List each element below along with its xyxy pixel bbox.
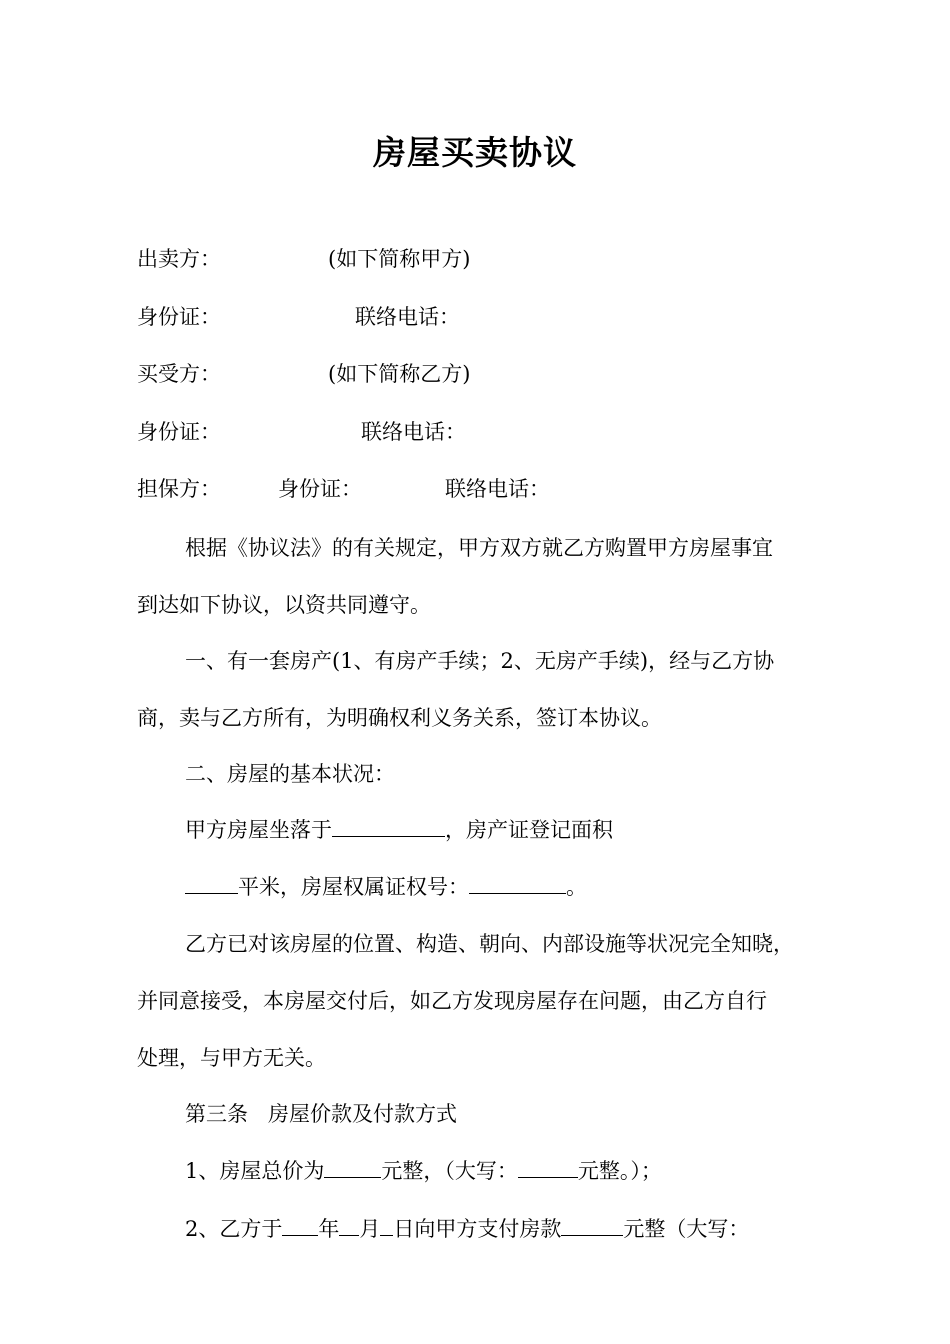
payment-text-a: 2、乙方于 xyxy=(185,1217,283,1241)
document-title: 房屋买卖协议 xyxy=(373,133,577,172)
payment-amount-blank xyxy=(561,1215,623,1236)
payment-line xyxy=(185,1214,749,1244)
month-blank xyxy=(339,1215,359,1236)
price-words-blank xyxy=(518,1157,578,1178)
price-text-c: 元整。）； xyxy=(577,1159,662,1183)
area-blank xyxy=(185,873,238,894)
payment-text-e: 元整（大写： xyxy=(623,1217,750,1241)
year-blank xyxy=(282,1215,318,1236)
area-line xyxy=(185,872,587,902)
certificate-blank xyxy=(469,873,566,894)
price-text-a: 1、房屋总价为 xyxy=(185,1159,325,1183)
guarantor-line xyxy=(137,474,550,504)
article2-title: 二、房屋的基本状况： xyxy=(185,762,395,786)
acknowledge-line-2: 并同意接受，本房屋交付后，如乙方发现房屋存在问题，由乙方自行 xyxy=(137,989,767,1013)
buyer-id-label: 身份证： xyxy=(137,420,221,444)
payment-text-b: 年 xyxy=(318,1217,340,1241)
article1-line-1: 一、有一套房产(1、有房产手续；2、无房产手续)，经与乙方协 xyxy=(185,649,775,673)
buyer-id-line xyxy=(137,417,466,447)
seller-id-line xyxy=(137,302,460,332)
day-blank xyxy=(380,1215,393,1236)
location-text-a: 甲方房屋坐落于 xyxy=(185,818,332,842)
price-blank xyxy=(324,1157,381,1178)
area-text-b: 。 xyxy=(566,875,587,899)
location-text-b: ，房产证登记面积 xyxy=(445,818,613,842)
guarantor-phone-label: 联络电话： xyxy=(445,477,550,501)
article3-title: 第三条 房屋价款及付款方式 xyxy=(185,1102,458,1126)
article1-line-2: 商，卖与乙方所有，为明确权利义务关系，签订本协议。 xyxy=(137,706,662,730)
buyer-label: 买受方： xyxy=(137,362,221,386)
location-blank xyxy=(332,816,445,837)
intro-line-1: 根据《协议法》的有关规定，甲方双方就乙方购置甲方房屋事宜 xyxy=(185,536,773,560)
location-line xyxy=(185,815,613,845)
price-text-b: 元整，（大写： xyxy=(381,1159,518,1183)
seller-id-label: 身份证： xyxy=(137,305,221,329)
seller-label: 出卖方： xyxy=(137,247,221,271)
price-line xyxy=(185,1156,662,1186)
guarantor-id-label: 身份证： xyxy=(278,477,362,501)
area-text-a: 平米，房屋权属证权号： xyxy=(238,875,469,899)
intro-line-2: 到达如下协议，以资共同遵守。 xyxy=(137,593,431,617)
seller-note: (如下简称甲方) xyxy=(328,247,471,271)
payment-text-d: 日向甲方支付房款 xyxy=(393,1217,562,1241)
seller-phone-label: 联络电话： xyxy=(355,305,460,329)
buyer-line xyxy=(137,359,470,389)
acknowledge-line-1: 乙方已对该房屋的位置、构造、朝向、内部设施等状况完全知晓， xyxy=(185,932,794,956)
seller-line xyxy=(137,244,470,274)
buyer-note: (如下简称乙方) xyxy=(328,362,471,386)
acknowledge-line-3: 处理，与甲方无关。 xyxy=(137,1046,326,1070)
guarantor-label: 担保方： xyxy=(137,477,221,501)
payment-text-c: 月 xyxy=(359,1217,381,1241)
buyer-phone-label: 联络电话： xyxy=(361,420,466,444)
